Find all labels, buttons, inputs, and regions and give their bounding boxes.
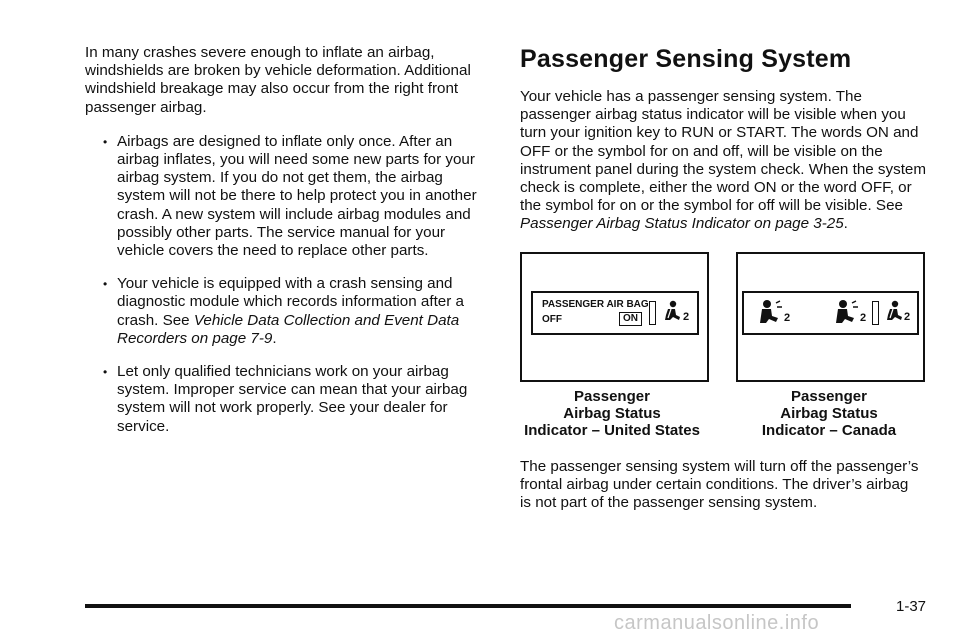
us-figure-caption: [513, 388, 711, 439]
indicator-bar-icon: [872, 301, 879, 325]
bullet-dot: •: [103, 134, 108, 149]
section-heading: Passenger Sensing System: [520, 45, 852, 73]
bullet-item: [85, 133, 495, 260]
seated-passenger-icon: [884, 300, 904, 324]
caption-line: Passenger: [574, 388, 650, 405]
bullet-tail: .: [272, 329, 277, 347]
caption-line: Passenger: [791, 388, 867, 405]
closing-paragraph: The passenger sensing system will turn off the passenger’s frontal airbag under certain conditions. The driver’s airbag is not part of the passenger sensing system.: [520, 458, 919, 512]
us-indicator-figure: [520, 252, 709, 382]
icon-subscript: 2: [904, 311, 911, 323]
para1-text: Your vehicle has a passenger sensing system. The passenger airbag status indicator will be visible when you turn your ignition key to RUN or START. The words ON and OFF or the symbol for on and off, will be visible on the instrument panel during the system check. When the system check is complete, either the word ON or the word OFF, or the symbol for on or the symbol for off will be visible. See: [520, 88, 927, 215]
us-indicator-display: [531, 291, 699, 335]
on-label: ON: [619, 312, 642, 326]
bullet-text: Airbags are designed to inflate only once. After an airbag inflates, you will need some new parts for your airbag system. If you do not get them, the airbag system will not be there to help protect you in another crash. A new system will include airbag modules and possibly other parts. The service manual for your vehicle covers the need to replace other parts.: [117, 132, 477, 260]
bullet-text: Your vehicle is equipped with a crash sensing and diagnostic module which records information after a crash. See: [117, 275, 464, 329]
cross-reference-link[interactable]: Vehicle Data Collection and Event Data Recorders on page 7-9: [117, 311, 460, 347]
watermark: carmanualsonline.info: [614, 612, 820, 634]
icon-subscript: 2: [683, 311, 690, 323]
right-column: [520, 44, 935, 234]
bullet-dot: •: [103, 365, 108, 380]
page-number: 1-37: [896, 598, 927, 615]
bullet-item: [85, 363, 495, 436]
caption-line: Airbag Status: [780, 405, 878, 422]
cross-reference-link[interactable]: Passenger Airbag Status Indicator on page 3-25: [520, 215, 844, 233]
caption-line: Indicator – Canada: [761, 422, 897, 439]
footer-rule: [85, 604, 851, 608]
canada-indicator-display: [742, 291, 919, 335]
icon-subscript: 2: [784, 312, 791, 324]
canada-indicator-figure: [736, 252, 925, 382]
indicator-bar-icon: [649, 301, 656, 325]
bullet-text: Let only qualified technicians work on your airbag system. Improper service can mean that your airbag system will not work properly. See your dealer for service.: [117, 363, 468, 435]
seated-passenger-icon: [662, 300, 682, 324]
caption-line: Airbag Status: [563, 405, 661, 422]
para1-tail: .: [843, 215, 848, 233]
bullet-dot: •: [103, 277, 108, 292]
passenger-airbag-label: PASSENGER AIR BAG: [542, 299, 649, 310]
left-column: [85, 44, 495, 451]
bullet-list: [85, 133, 495, 436]
canada-figure-caption: [730, 388, 928, 439]
bullet-item: [85, 275, 495, 348]
airbag-on-symbol-icon: [758, 299, 784, 325]
caption-line: Indicator – United States: [524, 422, 700, 439]
airbag-off-symbol-icon: [834, 299, 860, 325]
off-label: OFF: [542, 314, 562, 325]
icon-subscript: 2: [860, 312, 867, 324]
intro-paragraph: In many crashes severe enough to inflate an airbag, windshields are broken by vehicle deformation. Additional windshield breakage may also occur from the right front passenger airbag.: [85, 44, 471, 116]
closing-paragraph-block: [520, 458, 920, 513]
intro-paragraph-right: [520, 88, 935, 234]
